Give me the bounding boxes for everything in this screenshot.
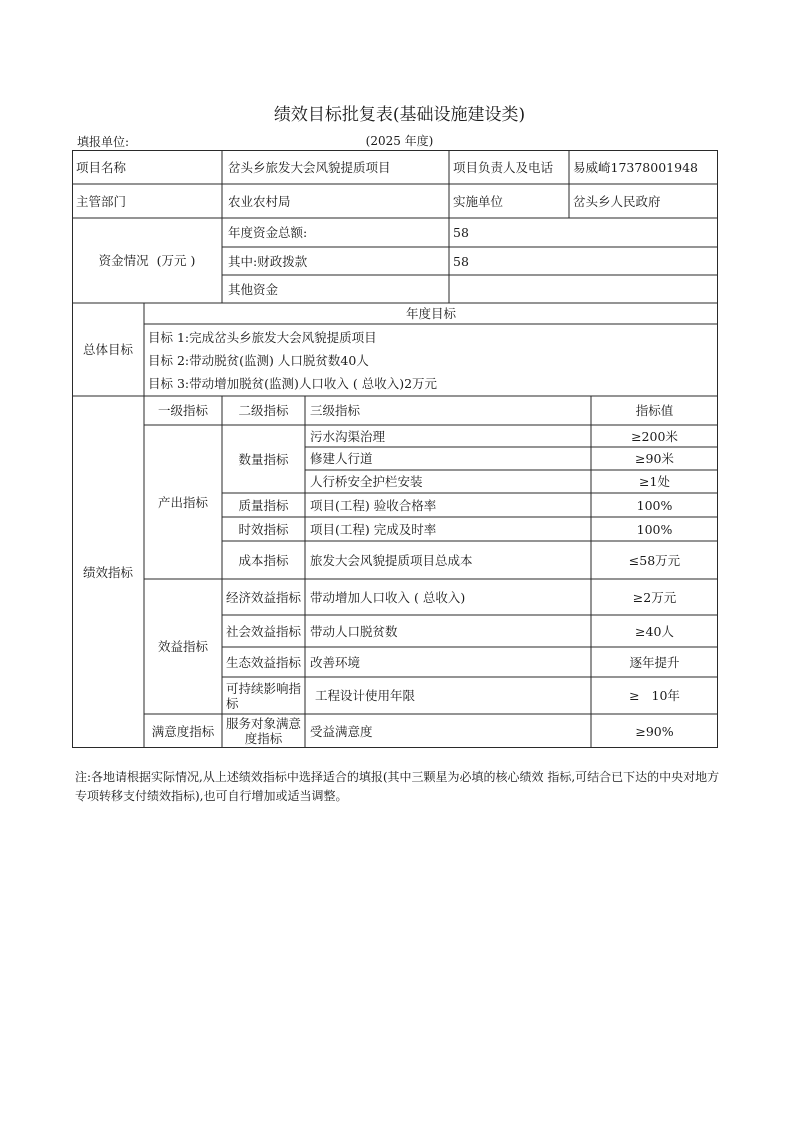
funds-total-label: 年度资金总额: — [228, 225, 308, 240]
indicator-row-name: 项目(工程) 验收合格率 — [310, 497, 437, 513]
ecological-indicator-label: 生态效益指标 — [225, 654, 301, 670]
impl-unit-label: 实施单位 — [453, 193, 504, 209]
dept-value: 农业农村局 — [228, 193, 291, 209]
indicator-row-value: ≥ 10年 — [629, 688, 680, 703]
indicator-row-name: 人行桥安全护栏安装 — [310, 474, 423, 489]
funds-finance-value: 58 — [453, 253, 469, 269]
goals-label: 总体目标 — [82, 342, 133, 357]
indicator-row-name: 修建人行道 — [310, 451, 373, 466]
goal-item-2: 目标 2:带动脱贫(监测) 人口脱贫数40人 — [148, 353, 369, 368]
project-owner-label: 项目负责人及电话 — [453, 159, 554, 175]
indicator-row-name: 改善环境 — [310, 654, 361, 670]
funds-total-value: 58 — [453, 225, 469, 240]
cost-indicator-label: 成本指标 — [238, 552, 289, 568]
indicator-row-name: 工程设计使用年限 — [315, 688, 416, 703]
funds-other-label: 其他资金 — [228, 281, 279, 297]
project-name-value: 岔头乡旅发大会风貌提质项目 — [228, 159, 391, 175]
indicator-row-value: ≥90% — [635, 723, 674, 739]
indicator-row-value: 100% — [636, 521, 673, 537]
satisfaction-indicator-label: 满意度指标 — [151, 723, 215, 739]
indicator-row-name: 带动人口脱贫数 — [310, 623, 398, 639]
sustain-indicator-label: 可持续影响指标 — [226, 680, 302, 711]
social-indicator-label: 社会效益指标 — [225, 623, 301, 639]
indicator-row-name: 带动增加人口收入 ( 总收入) — [310, 589, 466, 605]
indicator-row-value: ≥2万元 — [632, 589, 677, 605]
header-level2: 二级指标 — [238, 403, 289, 418]
project-name-label: 项目名称 — [76, 159, 127, 175]
indicator-row-value: ≤58万元 — [628, 552, 681, 568]
impl-unit-value: 岔头乡人民政府 — [573, 193, 661, 209]
timeliness-indicator-label: 时效指标 — [238, 521, 289, 537]
indicator-row-name: 受益满意度 — [310, 723, 373, 739]
year-label: (2025 年度) — [365, 134, 434, 148]
funds-other-value — [453, 275, 713, 303]
service-satisfaction-label: 服务对象满意度指标 — [225, 716, 301, 746]
indicator-row-name: 旅发大会风貌提质项目总成本 — [310, 552, 473, 568]
indicator-row-value: ≥200米 — [631, 428, 678, 444]
indicator-row-value: ≥1处 — [639, 474, 670, 489]
header-level1: 一级指标 — [157, 403, 208, 418]
project-owner-value: 易威崎17378001948 — [573, 159, 698, 175]
fill-unit-label: 填报单位: — [77, 135, 130, 149]
goals-header: 年度目标 — [405, 306, 456, 321]
benefit-indicator-label: 效益指标 — [157, 639, 208, 654]
quality-indicator-label: 质量指标 — [238, 497, 289, 513]
indicator-row-name: 污水沟渠治理 — [310, 428, 386, 444]
footnote: 注:各地请根据实际情况,从上述绩效指标中选择适合的填报(其中三颗星为必填的核心绩效 指标,可结合已下达的中央对地方专项转移支付绩效指标),也可自行增加或适当调整。 — [75, 770, 720, 803]
quantity-indicator-label: 数量指标 — [238, 451, 289, 467]
header-level3: 三级指标 — [310, 403, 361, 418]
page-title: 绩效目标批复表(基础设施建设类) — [273, 105, 526, 125]
indicator-row-value: 逐年提升 — [629, 654, 680, 670]
dept-label: 主管部门 — [76, 193, 127, 209]
goal-item-1: 目标 1:完成岔头乡旅发大会风貌提质项目 — [148, 330, 377, 345]
indicator-row-value: ≥40人 — [635, 623, 674, 639]
indicators-label: 绩效指标 — [82, 564, 133, 580]
economic-indicator-label: 经济效益指标 — [225, 589, 301, 605]
funds-label: 资金情况 (万元 ) — [98, 253, 196, 268]
goal-item-3: 目标 3:带动增加脱贫(监测)人口收入 ( 总收入)2万元 — [148, 376, 438, 391]
funds-finance-label: 其中:财政拨款 — [228, 253, 308, 269]
indicator-row-value: 100% — [636, 497, 673, 513]
header-value: 指标值 — [635, 403, 674, 418]
output-indicator-label: 产出指标 — [157, 494, 208, 510]
indicator-row-name: 项目(工程) 完成及时率 — [310, 521, 437, 537]
approval-table — [72, 150, 718, 748]
indicator-row-value: ≥90米 — [635, 451, 674, 466]
